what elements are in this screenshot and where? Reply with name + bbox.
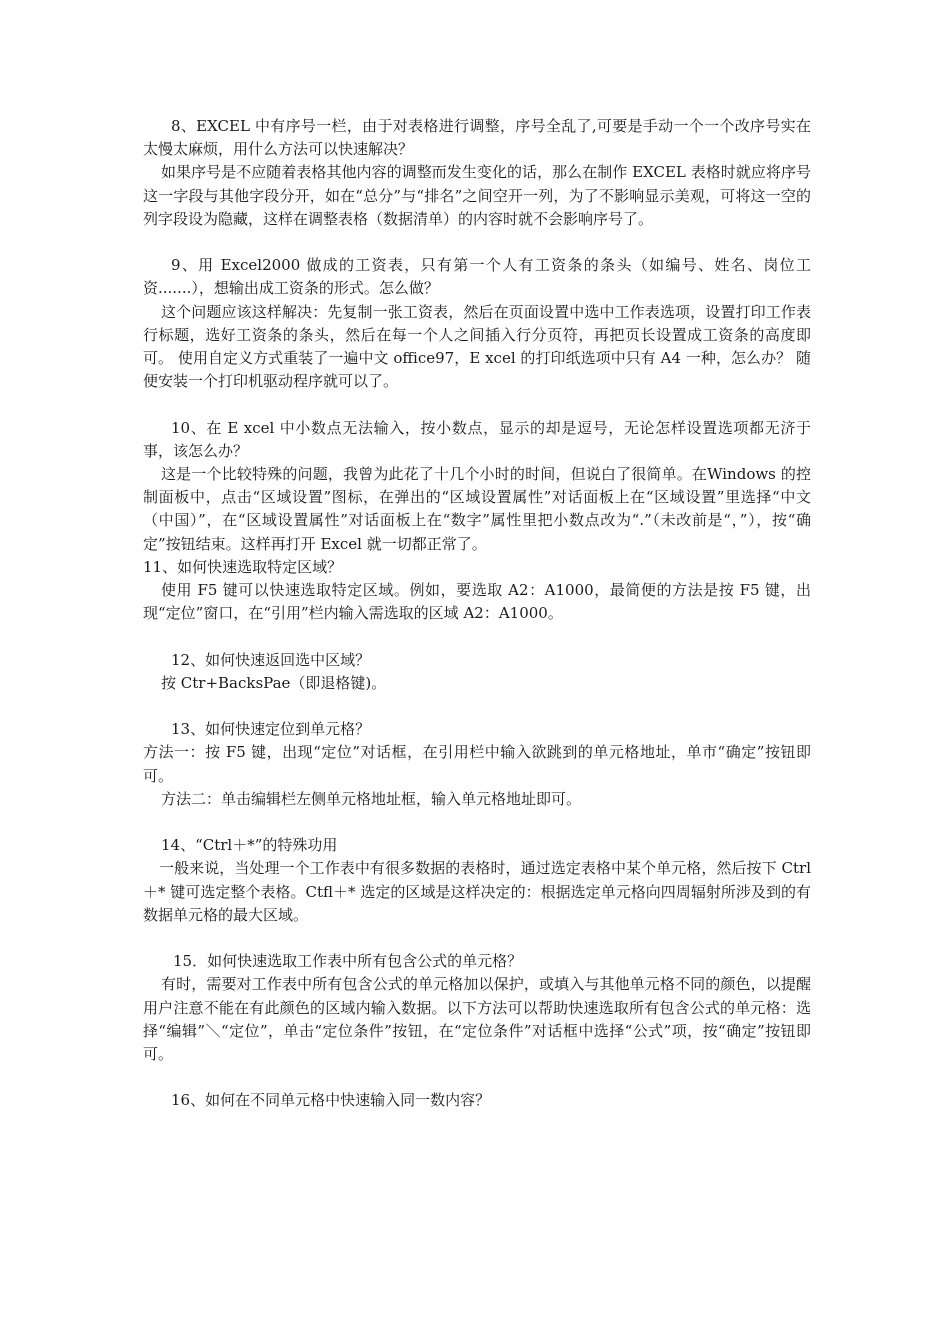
spacer bbox=[143, 811, 811, 834]
spacer bbox=[143, 1066, 811, 1089]
question-9: 9、用 Excel2000 做成的工资表，只有第一个人有工资条的条头（如编号、姓名、岗位工资.......），想输出成工资条的形式。怎么做？ bbox=[143, 256, 811, 298]
document-body bbox=[143, 115, 811, 1113]
question-11: 11、如何快速选取特定区域？ bbox=[143, 557, 343, 576]
answer-9: 这个问题应该这样解决：先复制一张工资表，然后在页面设置中选中工作表选项，设置打印工作表行标题，选好工资条的条头，然后在每一个人之间插入行分页符，再把页长设置成工资条的高度即可。 使用自定义方式重装了一遍中文 office97，E xcel 的打印纸选项中只有 A4 一种，怎么办？ 随便安装一个打印机驱动程序就可以了。 bbox=[143, 302, 811, 391]
answer-14: 一般来说，当处理一个工作表中有很多数据的表格时，通过选定表格中某个单元格，然后按下 Ctrl＋* 键可选定整个表格。Ctfl＋* 选定的区域是这样决定的：根据选定单元格向四周辐射所涉及到的有数据单元格的最大区域。 bbox=[143, 859, 811, 924]
answer-12: 按 Ctr+BacksPae（即退格键)。 bbox=[161, 673, 387, 692]
spacer bbox=[143, 927, 811, 950]
answer-13-method-2: 方法二：单击编辑栏左侧单元格地址框，输入单元格地址即可。 bbox=[161, 789, 582, 808]
question-13: 13、如何快速定位到单元格？ bbox=[171, 720, 371, 739]
question-16: 16、如何在不同单元格中快速输入同一数内容？ bbox=[171, 1091, 491, 1110]
question-15: 15．如何快速选取工作表中所有包含公式的单元格？ bbox=[173, 952, 523, 971]
spacer bbox=[143, 695, 811, 718]
answer-11: 使用 F5 键可以快速选取特定区域。例如，要选取 A2：A1000，最简便的方法是按 F5 键，出现“定位”窗口，在“引用”栏内输入需选取的区域 A2：A1000。 bbox=[143, 581, 811, 623]
question-12: 12、如何快速返回选中区域？ bbox=[171, 650, 371, 669]
answer-10: 这是一个比较特殊的问题，我曾为此花了十几个小时的时间，但说白了很简单。在Windows 的控制面板中，点击“区域设置”图标，在弹出的“区域设置属性”对话面板上在“区域设置”里选择“中文（中国）”，在“区域设置属性”对话面板上在“数字”属性里把小数点改为“.”（未改前是“，”），按“确定”按钮结束。这样再打开 Excel 就一切都正常了。 bbox=[143, 465, 811, 553]
spacer bbox=[143, 625, 811, 648]
answer-15: 有时，需要对工作表中所有包含公式的单元格加以保护，或填入与其他单元格不同的颜色，以提醒用户注意不能在有此颜色的区域内输入数据。以下方法可以帮助快速选取所有包含公式的单元格：选择“编辑”＼“定位”，单击“定位条件”按钮，在“定位条件”对话框中选择“公式”项，按“确定”按钮即可。 bbox=[143, 975, 811, 1064]
answer-8: 如果序号是不应随着表格其他内容的调整而发生变化的话，那么在制作 EXCEL 表格时就应将序号这一字段与其他字段分开，如在“总分”与“排名”之间空开一列，为了不影响显示美观，可将这一空的列字段设为隐藏，这样在调整表格（数据清单）的内容时就不会影响序号了。 bbox=[143, 163, 811, 228]
question-8: 8、EXCEL 中有序号一栏，由于对表格进行调整，序号全乱了,可要是手动一个一个改序号实在太慢太麻烦，用什么方法可以快速解决？ bbox=[143, 117, 811, 159]
spacer bbox=[143, 393, 811, 416]
answer-13-method-1: 方法一：按 F5 键，出现“定位”对话框，在引用栏中输入欲跳到的单元格地址，单市“确定”按钮即可。 bbox=[143, 743, 811, 785]
question-10: 10、在 E xcel 中小数点无法输入，按小数点，显示的却是逗号，无论怎样设置选项都无济于事，该怎么办？ bbox=[143, 418, 811, 460]
spacer bbox=[143, 231, 811, 254]
question-14: 14、“Ctrl＋*”的特殊功用 bbox=[161, 836, 338, 855]
